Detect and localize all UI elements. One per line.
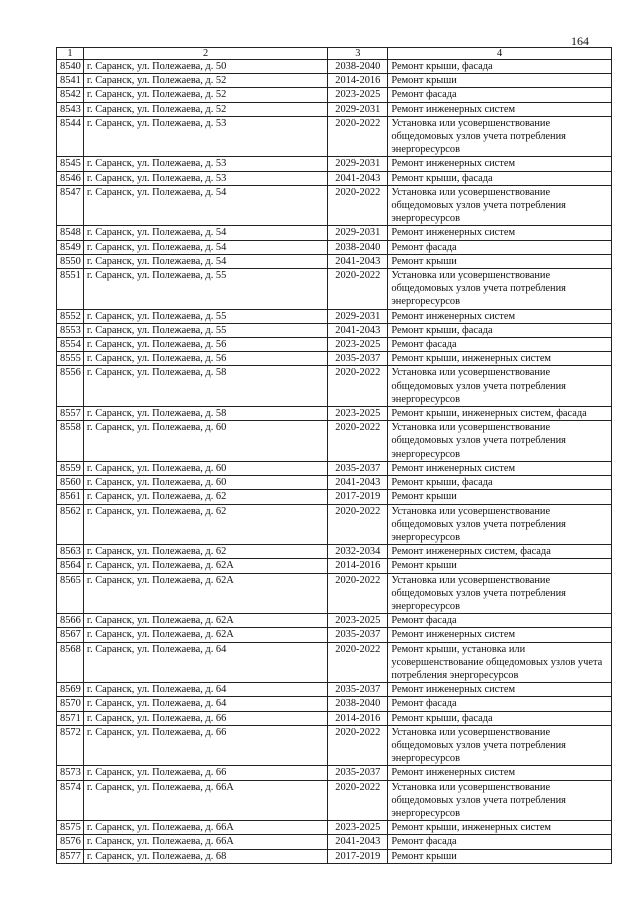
- period-cell: 2020-2022: [328, 421, 388, 462]
- work-type-cell: Ремонт крыши: [388, 74, 612, 88]
- column-header-4: 4: [388, 48, 612, 60]
- period-cell: 2014-2016: [328, 711, 388, 725]
- row-number-cell: 8561: [57, 490, 84, 504]
- row-number-cell: 8574: [57, 780, 84, 821]
- row-number-cell: 8571: [57, 711, 84, 725]
- period-cell: 2035-2037: [328, 461, 388, 475]
- address-cell: г. Саранск, ул. Полежаева, д. 53: [83, 116, 327, 157]
- row-number-cell: 8563: [57, 545, 84, 559]
- address-cell: г. Саранск, ул. Полежаева, д. 53: [83, 171, 327, 185]
- period-cell: 2014-2016: [328, 559, 388, 573]
- table-row: [57, 835, 612, 849]
- address-cell: г. Саранск, ул. Полежаева, д. 66А: [83, 835, 327, 849]
- table-row: [57, 628, 612, 642]
- row-number-cell: 8547: [57, 185, 84, 226]
- period-cell: 2020-2022: [328, 725, 388, 766]
- address-cell: г. Саранск, ул. Полежаева, д. 64: [83, 642, 327, 683]
- work-type-cell: Установка или усовершенствование общедомовых узлов учета потребления энергоресурсов: [388, 421, 612, 462]
- period-cell: 2041-2043: [328, 476, 388, 490]
- table-row: [57, 407, 612, 421]
- row-number-cell: 8548: [57, 226, 84, 240]
- address-cell: г. Саранск, ул. Полежаева, д. 50: [83, 60, 327, 74]
- address-cell: г. Саранск, ул. Полежаева, д. 64: [83, 683, 327, 697]
- row-number-cell: 8541: [57, 74, 84, 88]
- table-row: [57, 60, 612, 74]
- address-cell: г. Саранск, ул. Полежаева, д. 68: [83, 849, 327, 863]
- work-type-cell: Ремонт фасада: [388, 338, 612, 352]
- table-row: [57, 697, 612, 711]
- address-cell: г. Саранск, ул. Полежаева, д. 52: [83, 102, 327, 116]
- period-cell: 2023-2025: [328, 821, 388, 835]
- address-cell: г. Саранск, ул. Полежаева, д. 52: [83, 74, 327, 88]
- work-type-cell: Ремонт фасада: [388, 240, 612, 254]
- row-number-cell: 8573: [57, 766, 84, 780]
- period-cell: 2041-2043: [328, 254, 388, 268]
- row-number-cell: 8562: [57, 504, 84, 545]
- table-row: [57, 88, 612, 102]
- address-cell: г. Саранск, ул. Полежаева, д. 62А: [83, 628, 327, 642]
- work-type-cell: Установка или усовершенствование общедомовых узлов учета потребления энергоресурсов: [388, 504, 612, 545]
- period-cell: 2029-2031: [328, 309, 388, 323]
- period-cell: 2038-2040: [328, 697, 388, 711]
- table-row: [57, 559, 612, 573]
- period-cell: 2035-2037: [328, 628, 388, 642]
- row-number-cell: 8549: [57, 240, 84, 254]
- address-cell: г. Саранск, ул. Полежаева, д. 54: [83, 185, 327, 226]
- period-cell: 2029-2031: [328, 226, 388, 240]
- work-type-cell: Ремонт крыши, фасада: [388, 171, 612, 185]
- work-type-cell: Ремонт инженерных систем: [388, 226, 612, 240]
- work-type-cell: Ремонт инженерных систем: [388, 102, 612, 116]
- row-number-cell: 8577: [57, 849, 84, 863]
- work-type-cell: Ремонт крыши: [388, 849, 612, 863]
- row-number-cell: 8558: [57, 421, 84, 462]
- address-cell: г. Саранск, ул. Полежаева, д. 56: [83, 352, 327, 366]
- period-cell: 2023-2025: [328, 88, 388, 102]
- table-row: [57, 309, 612, 323]
- row-number-cell: 8552: [57, 309, 84, 323]
- row-number-cell: 8551: [57, 269, 84, 310]
- table-row: [57, 821, 612, 835]
- address-cell: г. Саранск, ул. Полежаева, д. 66: [83, 725, 327, 766]
- work-type-cell: Установка или усовершенствование общедомовых узлов учета потребления энергоресурсов: [388, 725, 612, 766]
- table-row: [57, 74, 612, 88]
- address-cell: г. Саранск, ул. Полежаева, д. 58: [83, 407, 327, 421]
- table-row: [57, 614, 612, 628]
- work-type-cell: Ремонт крыши, инженерных систем: [388, 352, 612, 366]
- table-row: [57, 366, 612, 407]
- address-cell: г. Саранск, ул. Полежаева, д. 64: [83, 697, 327, 711]
- work-type-cell: Установка или усовершенствование общедомовых узлов учета потребления энергоресурсов: [388, 116, 612, 157]
- row-number-cell: 8540: [57, 60, 84, 74]
- work-type-cell: Ремонт крыши: [388, 490, 612, 504]
- table-row: [57, 421, 612, 462]
- row-number-cell: 8572: [57, 725, 84, 766]
- work-type-cell: Установка или усовершенствование общедомовых узлов учета потребления энергоресурсов: [388, 366, 612, 407]
- address-cell: г. Саранск, ул. Полежаева, д. 54: [83, 240, 327, 254]
- work-type-cell: Ремонт крыши: [388, 559, 612, 573]
- work-type-cell: Ремонт фасада: [388, 614, 612, 628]
- address-cell: г. Саранск, ул. Полежаева, д. 62: [83, 490, 327, 504]
- row-number-cell: 8559: [57, 461, 84, 475]
- column-header-2: 2: [83, 48, 327, 60]
- address-cell: г. Саранск, ул. Полежаева, д. 54: [83, 254, 327, 268]
- row-number-cell: 8546: [57, 171, 84, 185]
- period-cell: 2041-2043: [328, 323, 388, 337]
- address-cell: г. Саранск, ул. Полежаева, д. 66: [83, 711, 327, 725]
- row-number-cell: 8576: [57, 835, 84, 849]
- work-type-cell: Ремонт крыши, инженерных систем: [388, 821, 612, 835]
- address-cell: г. Саранск, ул. Полежаева, д. 55: [83, 309, 327, 323]
- table-row: [57, 185, 612, 226]
- table-row: [57, 254, 612, 268]
- column-header-1: 1: [57, 48, 84, 60]
- work-type-cell: Ремонт крыши, установка или усовершенствование общедомовых узлов учета потребления энергоресурсов: [388, 642, 612, 683]
- row-number-cell: 8564: [57, 559, 84, 573]
- period-cell: 2035-2037: [328, 352, 388, 366]
- period-cell: 2041-2043: [328, 835, 388, 849]
- table-row: [57, 323, 612, 337]
- period-cell: 2014-2016: [328, 74, 388, 88]
- address-cell: г. Саранск, ул. Полежаева, д. 60: [83, 421, 327, 462]
- period-cell: 2020-2022: [328, 642, 388, 683]
- work-type-cell: Установка или усовершенствование общедомовых узлов учета потребления энергоресурсов: [388, 780, 612, 821]
- address-cell: г. Саранск, ул. Полежаева, д. 62: [83, 504, 327, 545]
- table-row: [57, 490, 612, 504]
- row-number-cell: 8555: [57, 352, 84, 366]
- table-row: [57, 338, 612, 352]
- address-cell: г. Саранск, ул. Полежаева, д. 60: [83, 461, 327, 475]
- address-cell: г. Саранск, ул. Полежаева, д. 55: [83, 269, 327, 310]
- row-number-cell: 8542: [57, 88, 84, 102]
- period-cell: 2029-2031: [328, 157, 388, 171]
- address-cell: г. Саранск, ул. Полежаева, д. 56: [83, 338, 327, 352]
- column-header-3: 3: [328, 48, 388, 60]
- period-cell: 2032-2034: [328, 545, 388, 559]
- row-number-cell: 8567: [57, 628, 84, 642]
- table-row: [57, 102, 612, 116]
- period-cell: 2038-2040: [328, 240, 388, 254]
- table-row: [57, 352, 612, 366]
- period-cell: 2029-2031: [328, 102, 388, 116]
- row-number-cell: 8556: [57, 366, 84, 407]
- table-row: [57, 780, 612, 821]
- table-header-row: [57, 48, 612, 60]
- address-cell: г. Саранск, ул. Полежаева, д. 66: [83, 766, 327, 780]
- row-number-cell: 8544: [57, 116, 84, 157]
- work-type-cell: Ремонт крыши, фасада: [388, 711, 612, 725]
- address-cell: г. Саранск, ул. Полежаева, д. 53: [83, 157, 327, 171]
- work-type-cell: Установка или усовершенствование общедомовых узлов учета потребления энергоресурсов: [388, 185, 612, 226]
- table-row: [57, 171, 612, 185]
- table-row: [57, 849, 612, 863]
- table-row: [57, 116, 612, 157]
- period-cell: 2017-2019: [328, 849, 388, 863]
- table-row: [57, 240, 612, 254]
- row-number-cell: 8569: [57, 683, 84, 697]
- work-type-cell: Ремонт крыши, фасада: [388, 476, 612, 490]
- table-row: [57, 725, 612, 766]
- table-row: [57, 766, 612, 780]
- work-type-cell: Ремонт инженерных систем, фасада: [388, 545, 612, 559]
- period-cell: 2035-2037: [328, 683, 388, 697]
- work-type-cell: Ремонт инженерных систем: [388, 683, 612, 697]
- period-cell: 2023-2025: [328, 614, 388, 628]
- work-type-cell: Ремонт инженерных систем: [388, 766, 612, 780]
- table-row: [57, 573, 612, 614]
- row-number-cell: 8545: [57, 157, 84, 171]
- table-row: [57, 504, 612, 545]
- row-number-cell: 8557: [57, 407, 84, 421]
- period-cell: 2020-2022: [328, 366, 388, 407]
- address-cell: г. Саранск, ул. Полежаева, д. 62А: [83, 559, 327, 573]
- work-type-cell: Установка или усовершенствование общедомовых узлов учета потребления энергоресурсов: [388, 573, 612, 614]
- row-number-cell: 8553: [57, 323, 84, 337]
- period-cell: 2035-2037: [328, 766, 388, 780]
- work-type-cell: Ремонт крыши, фасада: [388, 60, 612, 74]
- table-row: [57, 642, 612, 683]
- work-type-cell: Ремонт фасада: [388, 88, 612, 102]
- table-row: [57, 157, 612, 171]
- work-type-cell: Ремонт фасада: [388, 697, 612, 711]
- address-cell: г. Саранск, ул. Полежаева, д. 62А: [83, 614, 327, 628]
- work-type-cell: Ремонт крыши, фасада: [388, 323, 612, 337]
- address-cell: г. Саранск, ул. Полежаева, д. 55: [83, 323, 327, 337]
- row-number-cell: 8565: [57, 573, 84, 614]
- work-type-cell: Ремонт фасада: [388, 835, 612, 849]
- period-cell: 2020-2022: [328, 269, 388, 310]
- table-body: [57, 60, 612, 864]
- row-number-cell: 8568: [57, 642, 84, 683]
- work-type-cell: Ремонт крыши, инженерных систем, фасада: [388, 407, 612, 421]
- period-cell: 2023-2025: [328, 407, 388, 421]
- address-cell: г. Саранск, ул. Полежаева, д. 58: [83, 366, 327, 407]
- period-cell: 2041-2043: [328, 171, 388, 185]
- period-cell: 2017-2019: [328, 490, 388, 504]
- address-cell: г. Саранск, ул. Полежаева, д. 60: [83, 476, 327, 490]
- work-type-cell: Ремонт инженерных систем: [388, 309, 612, 323]
- table-row: [57, 683, 612, 697]
- period-cell: 2023-2025: [328, 338, 388, 352]
- row-number-cell: 8554: [57, 338, 84, 352]
- row-number-cell: 8543: [57, 102, 84, 116]
- table-row: [57, 545, 612, 559]
- table-row: [57, 269, 612, 310]
- period-cell: 2020-2022: [328, 116, 388, 157]
- work-type-cell: Установка или усовершенствование общедомовых узлов учета потребления энергоресурсов: [388, 269, 612, 310]
- period-cell: 2020-2022: [328, 780, 388, 821]
- work-type-cell: Ремонт инженерных систем: [388, 461, 612, 475]
- row-number-cell: 8575: [57, 821, 84, 835]
- table-row: [57, 476, 612, 490]
- period-cell: 2020-2022: [328, 573, 388, 614]
- schedule-table: [56, 47, 612, 864]
- work-type-cell: Ремонт крыши: [388, 254, 612, 268]
- work-type-cell: Ремонт инженерных систем: [388, 157, 612, 171]
- address-cell: г. Саранск, ул. Полежаева, д. 52: [83, 88, 327, 102]
- row-number-cell: 8550: [57, 254, 84, 268]
- period-cell: 2020-2022: [328, 185, 388, 226]
- work-type-cell: Ремонт инженерных систем: [388, 628, 612, 642]
- table-row: [57, 461, 612, 475]
- address-cell: г. Саранск, ул. Полежаева, д. 54: [83, 226, 327, 240]
- address-cell: г. Саранск, ул. Полежаева, д. 66А: [83, 780, 327, 821]
- row-number-cell: 8566: [57, 614, 84, 628]
- row-number-cell: 8570: [57, 697, 84, 711]
- page-number: 164: [571, 34, 589, 48]
- period-cell: 2038-2040: [328, 60, 388, 74]
- table-row: [57, 711, 612, 725]
- table-row: [57, 226, 612, 240]
- period-cell: 2020-2022: [328, 504, 388, 545]
- address-cell: г. Саранск, ул. Полежаева, д. 62А: [83, 573, 327, 614]
- row-number-cell: 8560: [57, 476, 84, 490]
- address-cell: г. Саранск, ул. Полежаева, д. 66А: [83, 821, 327, 835]
- address-cell: г. Саранск, ул. Полежаева, д. 62: [83, 545, 327, 559]
